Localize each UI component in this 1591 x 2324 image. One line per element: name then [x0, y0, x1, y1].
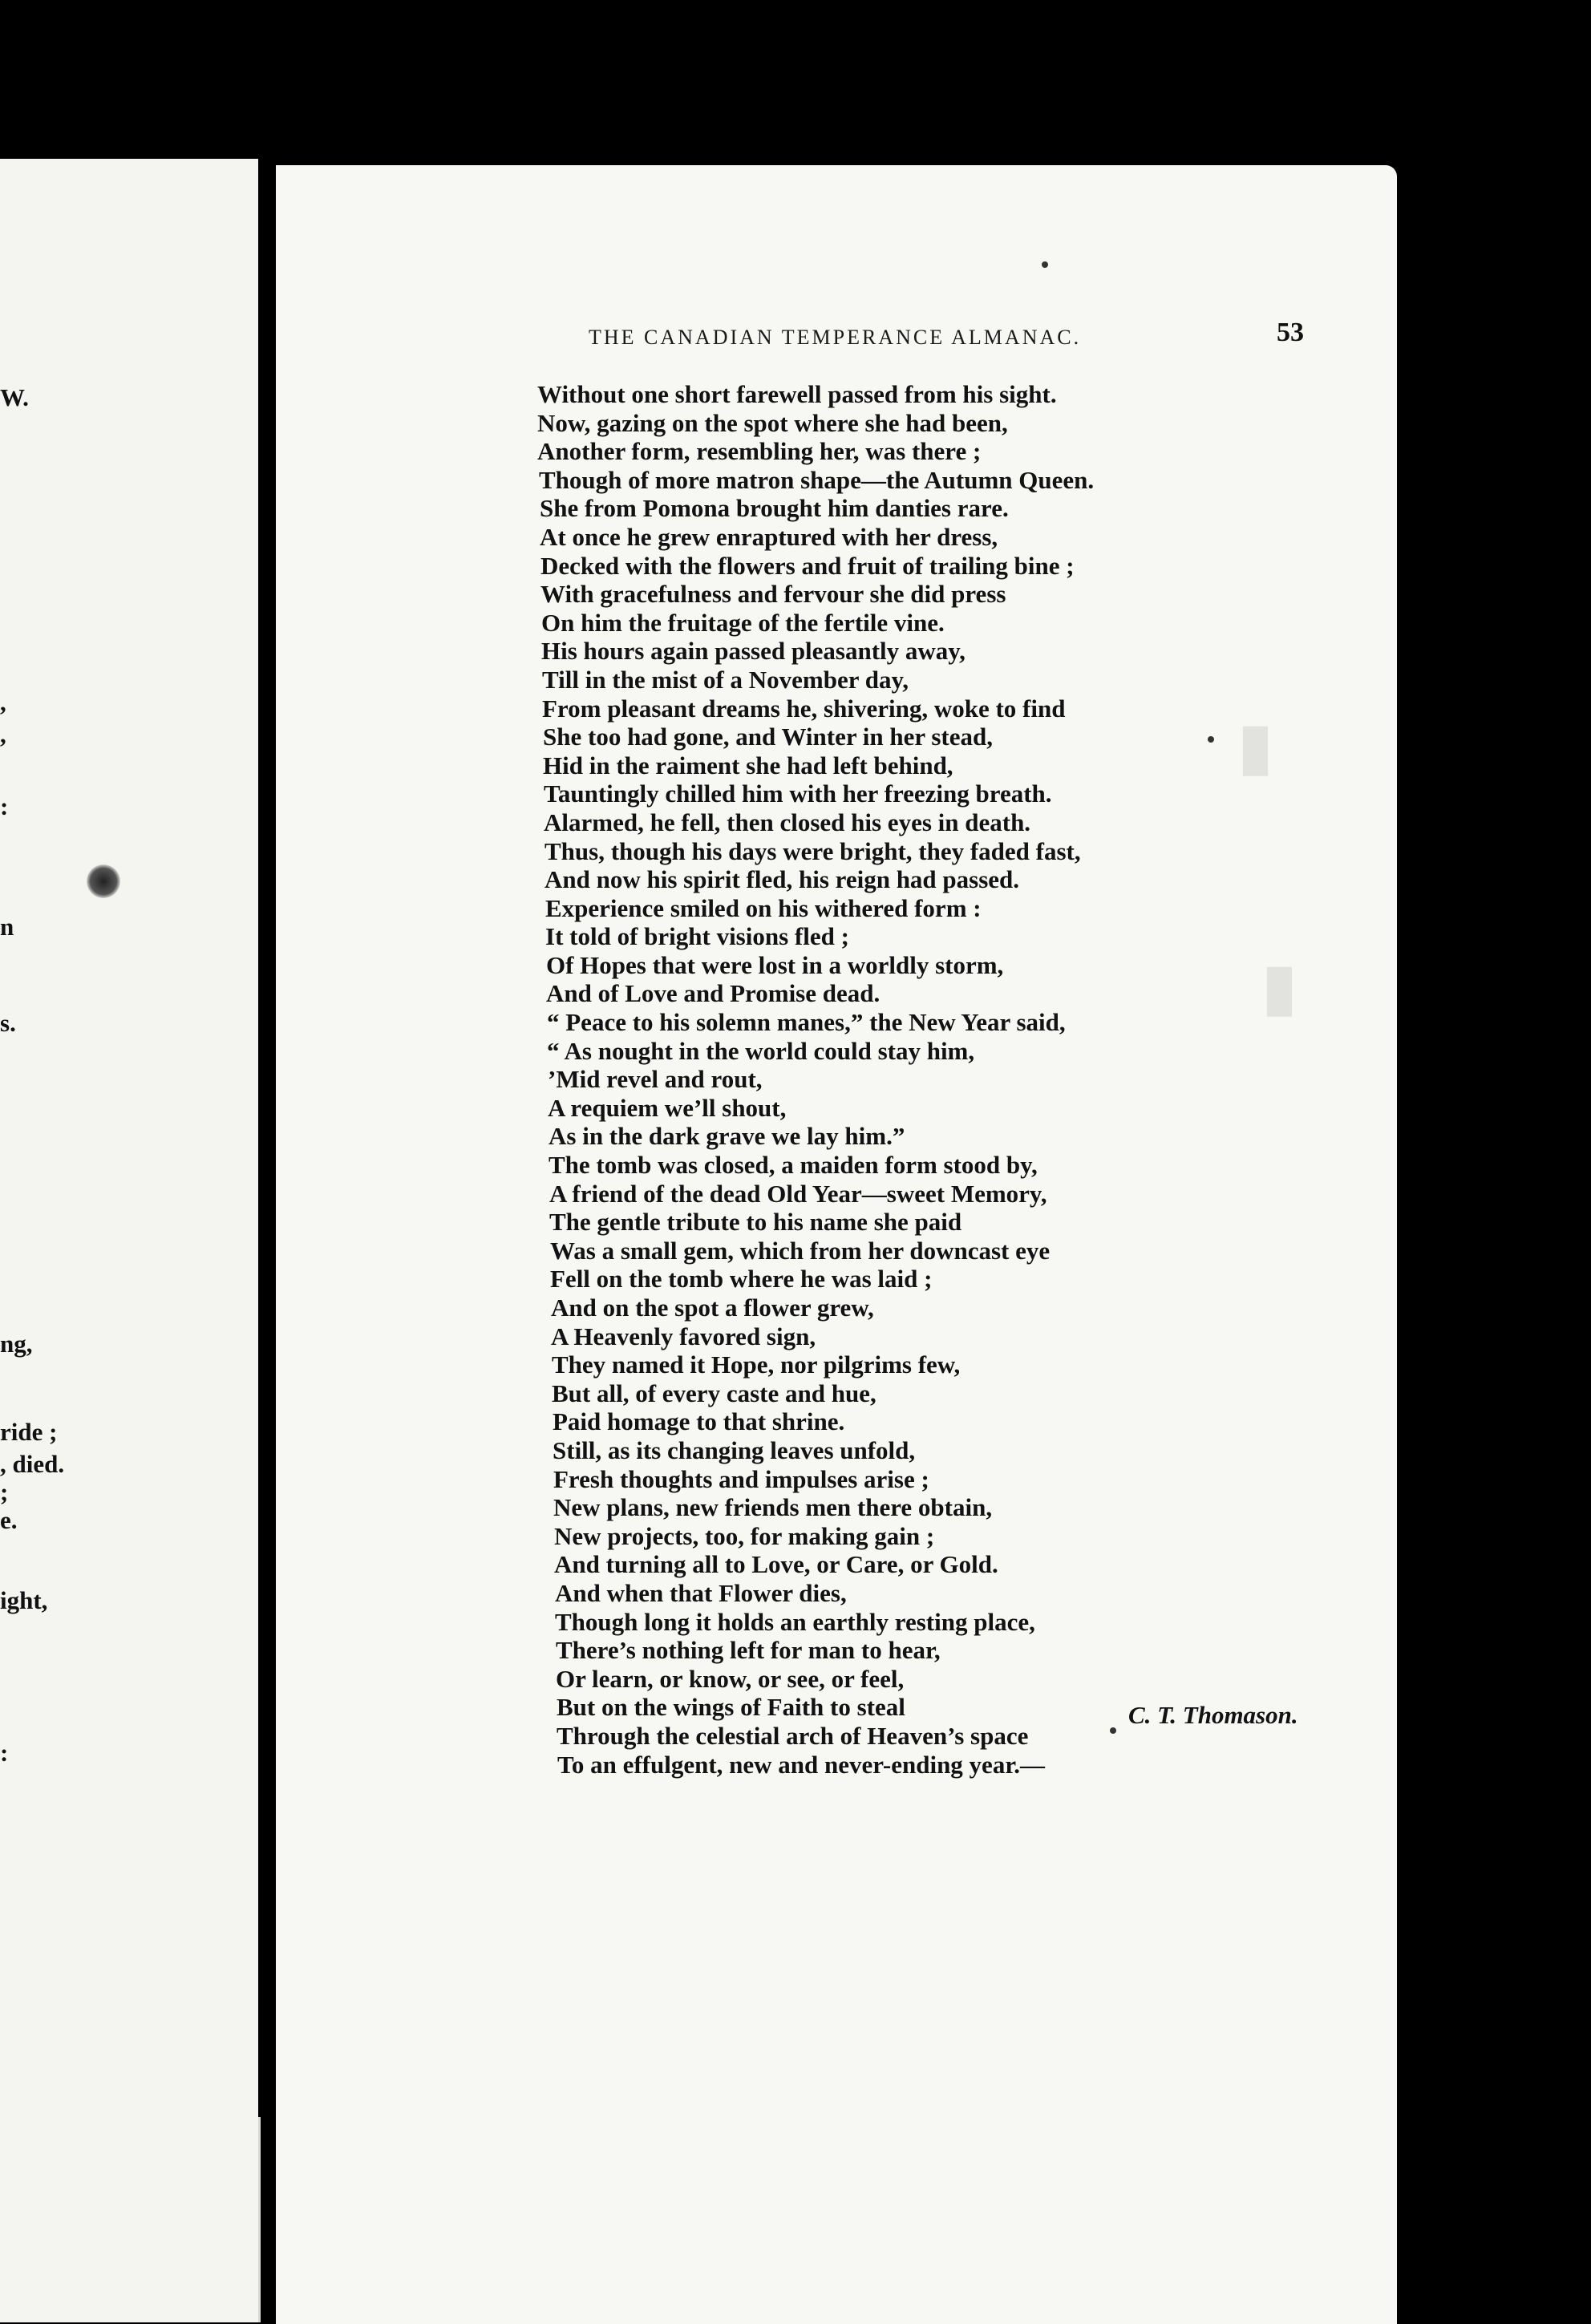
- left-page-fragment: ,: [0, 688, 6, 716]
- poem-line: She from Pomona brought him danties rare.: [540, 494, 1009, 523]
- poem-line: And of Love and Promise dead.: [546, 979, 881, 1008]
- left-page-fragment: W.: [0, 383, 29, 411]
- speck: [1042, 261, 1048, 268]
- left-page-fragment: n: [0, 913, 14, 941]
- poem-line: At once he grew enraptured with her dress,: [540, 522, 998, 551]
- bleed-through-mark: ▮: [1238, 711, 1273, 781]
- poem-line: Fresh thoughts and impulses arise ;: [553, 1464, 929, 1493]
- poem-line: Still, as its changing leaves unfold,: [553, 1435, 916, 1464]
- ink-smudge: [87, 864, 120, 898]
- poem-line: Alarmed, he fell, then closed his eyes in death.: [544, 808, 1031, 836]
- poem-line: A requiem we’ll shout,: [548, 1093, 787, 1122]
- left-page-fragment: :: [0, 792, 9, 820]
- poem-line: As in the dark grave we lay him.”: [549, 1122, 905, 1151]
- left-page-fragment: ride ;: [0, 1418, 58, 1446]
- speck: [1208, 736, 1214, 743]
- poem-line: Another form, resembling her, was there ;: [537, 437, 982, 466]
- left-page-fragment: e.: [0, 1506, 18, 1534]
- poem-line: Or learn, or know, or see, or feel,: [556, 1664, 905, 1693]
- poem-line: Thus, though his days were bright, they faded fast,: [545, 836, 1081, 865]
- poem-line: She too had gone, and Winter in her stead,: [543, 723, 993, 751]
- poem-line: Without one short farewell passed from his sight.: [537, 380, 1057, 408]
- running-title: THE CANADIAN TEMPERANCE ALMANAC.: [589, 326, 1082, 349]
- left-page-fragment: ,: [0, 720, 6, 748]
- left-facing-page: [0, 159, 261, 2322]
- left-page-fragment: s.: [0, 1009, 16, 1037]
- poem-line: They named it Hope, nor pilgrims few,: [552, 1350, 961, 1379]
- poem-line: Till in the mist of a November day,: [542, 665, 909, 694]
- poem-line: Experience smiled on his withered form :: [545, 893, 982, 922]
- poem-line: Fell on the tomb where he was laid ;: [550, 1265, 933, 1294]
- poem-text: [537, 380, 1379, 1779]
- poem-line: Paid homage to that shrine.: [553, 1407, 845, 1436]
- poem-line: New plans, new friends men there obtain,: [553, 1493, 993, 1522]
- poem-line: And on the spot a flower grew,: [551, 1294, 874, 1322]
- poem-line: Though of more matron shape—the Autumn Queen.: [539, 465, 1095, 494]
- poem-line: To an effulgent, new and never-ending year.—: [557, 1750, 1045, 1779]
- poem-line: Now, gazing on the spot where she had been,: [537, 408, 1008, 437]
- poem-line: The gentle tribute to his name she paid: [549, 1208, 962, 1237]
- poem-line: And when that Flower dies,: [555, 1578, 847, 1607]
- poem-line: Tauntingly chilled him with her freezing breath.: [544, 779, 1052, 808]
- poem-line: Hid in the raiment she had left behind,: [543, 751, 953, 779]
- speck: [1110, 1727, 1116, 1734]
- poem-line: New projects, too, for making gain ;: [554, 1521, 935, 1550]
- poem-line: A Heavenly favored sign,: [551, 1322, 816, 1350]
- poem-line: Through the celestial arch of Heaven’s space: [557, 1721, 1029, 1750]
- left-page-fragment: ight,: [0, 1586, 48, 1614]
- poem-line: Of Hopes that were lost in a worldly storm,: [546, 950, 1004, 979]
- poem-line: But on the wings of Faith to steal: [557, 1693, 905, 1722]
- page-number: 53: [1277, 318, 1304, 347]
- left-page-fragment: :: [0, 1739, 9, 1767]
- left-page-fragment: ;: [0, 1478, 9, 1506]
- poem-line: And turning all to Love, or Care, or Gold.: [554, 1550, 998, 1579]
- poem-line: “ As nought in the world could stay him,: [547, 1036, 975, 1065]
- poem-line: Though long it holds an earthly resting place,: [555, 1607, 1035, 1636]
- poem-line: There’s nothing left for man to hear,: [556, 1636, 941, 1665]
- poem-line: The tomb was closed, a maiden form stood by,: [549, 1151, 1038, 1180]
- poem-line: From pleasant dreams he, shivering, woke to find: [542, 694, 1066, 723]
- poem-line: Was a small gem, which from her downcast eye: [550, 1236, 1051, 1265]
- poem-line: “ Peace to his solemn manes,” the New Year said,: [547, 1008, 1066, 1037]
- poem-line: A friend of the dead Old Year—sweet Memory,: [549, 1179, 1047, 1208]
- poem-line: ’Mid revel and rout,: [548, 1065, 763, 1094]
- left-page-fragment: , died.: [0, 1450, 65, 1478]
- poem-line: His hours again passed pleasantly away,: [541, 637, 966, 666]
- left-page-fragment: ng,: [0, 1330, 33, 1358]
- poem-line: And now his spirit fled, his reign had passed.: [545, 865, 1020, 894]
- almanac-page: [276, 165, 1397, 2324]
- poem-line: On him the fruitage of the fertile vine.: [541, 608, 945, 637]
- poem-line: Decked with the flowers and fruit of trailing bine ;: [540, 551, 1075, 580]
- poem-line: With gracefulness and fervour she did press: [540, 580, 1006, 609]
- poem-line: It told of bright visions fled ;: [545, 922, 849, 951]
- bleed-through-mark: ▮: [1262, 952, 1297, 1022]
- book-gutter: [258, 152, 276, 2117]
- poem-attribution: C. T. Thomason.: [1128, 1701, 1298, 1729]
- poem-line: But all, of every caste and hue,: [552, 1379, 876, 1407]
